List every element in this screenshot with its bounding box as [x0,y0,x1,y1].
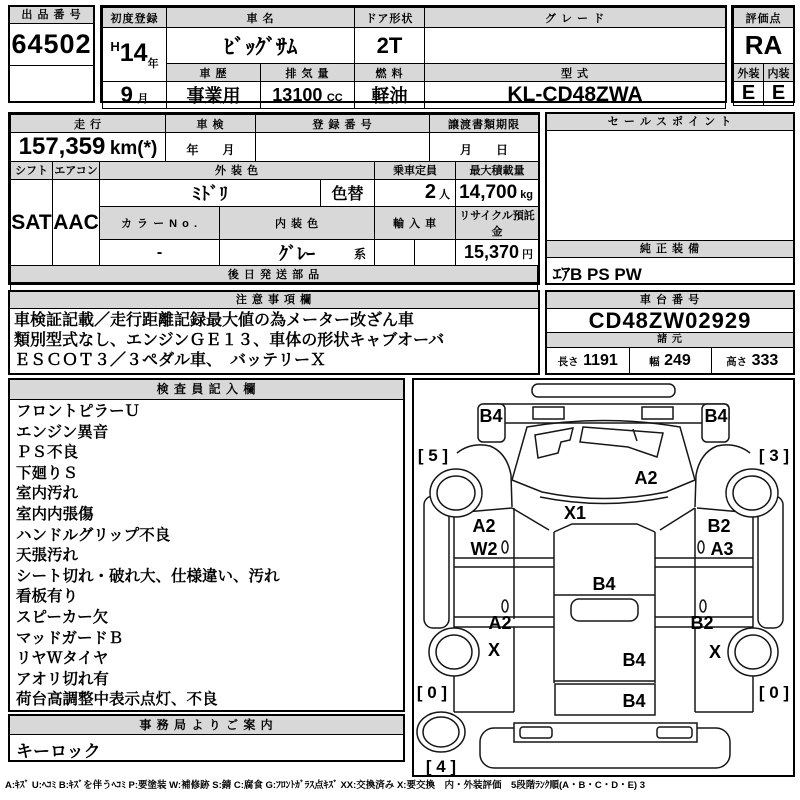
capacity-label: 乗車定員 [375,161,456,179]
windshield-pane-left [535,428,573,458]
truck-top-view-diagram [414,380,793,775]
recycle-deposit-label: リサイクル預託金 [456,206,539,239]
exterior-color-value: ﾐﾄﾞﾘ [100,179,321,206]
left-body-panel [454,508,554,712]
chassis-number-label: 車 台 番 号 [547,292,793,309]
fuel-label: 燃 料 [355,64,425,82]
exterior-color-label: 外 装 色 [100,161,375,179]
spare-wheel [417,712,465,752]
front-bumper [532,384,675,397]
month-unit: 月 [137,93,149,105]
length-label: 長さ [557,355,579,368]
inspection-label: 車 検 [166,115,256,133]
left-side-panel-strip [424,496,449,628]
chassis-number-value: CD48ZW02929 [547,309,793,333]
inspector-note-line: スピーカー欠 [16,608,109,626]
vehicle-diagram-box [412,378,795,777]
max-load-unit: kg [520,188,534,201]
displacement-cell [261,82,355,109]
vehicle-header-table [102,7,726,109]
history-value: 事業用 [167,82,261,109]
inspector-note-line: フロントピラーＵ [16,403,141,420]
car-name-value: ﾋﾞｯｸﾞｻﾑ [167,28,355,64]
registration-number-value [256,133,430,162]
registration-month: 9 [120,82,133,107]
damage-mark-cab-front: X1 [563,503,587,523]
bed-hatch [571,599,638,621]
office-notice-text: キーロック [16,742,101,761]
import-cell-right [415,239,456,266]
office-notice-label: 事 務 局 よ り ご 案 内 [10,716,403,735]
transfer-deadline-label: 譲渡書類期限 [430,115,539,133]
height-cell [711,348,793,373]
rear-bumper [514,723,697,742]
car-name-label: 車 名 [167,8,355,28]
factory-equipment-label: 純 正 装 備 [547,240,793,258]
exterior-grade-label: 外装 [734,64,764,82]
spec-table [10,161,539,267]
max-load-cell [456,179,539,206]
interior-color-cell [220,239,375,266]
damage-mark-left-front-2: W2 [470,539,498,559]
recycle-deposit-unit: 円 [522,249,534,261]
damage-mark-bed-center: B4 [622,650,646,670]
height-value: 333 [751,351,779,369]
auction-number-box [8,5,95,103]
damage-mark-right-rear: B2 [690,613,714,633]
transfer-deadline-value: 月 日 [430,133,539,162]
tire-depth-rear-right: [ 0 ] [758,683,790,702]
width-cell [629,348,711,373]
color-change-flag: 色替 [321,179,375,206]
grade-value [425,28,726,64]
office-notice-box [8,714,405,762]
capacity-cell [375,179,456,206]
import-label: 輸 入 車 [375,206,456,239]
tire-depth-rear-left: [ 0 ] [416,683,448,702]
model-code-value: KL-CD48ZWA [425,82,726,109]
exterior-grade-value: E [734,82,764,106]
caution-notes-body [10,309,538,373]
band-vent-right [642,407,673,419]
inspector-notes-body [10,400,403,713]
capacity-unit: 人 [439,189,451,201]
sales-point-text [547,131,793,240]
caution-note-line: ＥＳＣＯＴ３／３ペダル車、 バッテリーＸ [14,352,327,369]
length-value: 1191 [583,351,618,369]
band-vent-left [533,407,564,419]
left-door-handle [502,541,508,553]
damage-mark-right-front-1: B2 [707,516,731,536]
length-cell [547,348,629,373]
damage-mark-left-rear: A2 [488,613,512,633]
dimensions-table [547,348,793,373]
history-label: 車 歴 [167,64,261,82]
interior-grade-label: 内装 [764,64,794,82]
inspector-note-line: 天張汚れ [16,547,79,565]
caution-notes-box [8,290,540,375]
width-value: 249 [664,351,691,369]
interior-color-label: 内 装 色 [220,206,375,239]
inspector-note-line: 室内汚れ [16,485,79,503]
aircon-value: AAC [53,179,100,266]
damage-mark-x-left: X [487,640,501,660]
vehicle-header-box [100,5,727,107]
damage-code-legend: A:ｷｽﾞ U:ﾍｺﾐ B:ｷｽﾞを伴うﾍｺﾐ P:要塗装 W:補修跡 S:錆 C:腐食 G:ﾌﾛﾝﾄｶﾞﾗｽ点ｷｽﾞ XX:交換済み X:要交換 内・外装評価 5段階ﾗﾝｸ順(A・B・C・D・E) 3 [5,780,646,791]
shift-value: SAT [11,179,53,266]
fuel-value: 軽油 [355,82,425,109]
auction-number-empty-cell [10,66,93,101]
caution-note-line: 類別型式なし、エンジンＧＥ１３、車体の形状キャブオーバ [14,332,445,349]
interior-color-value: ｸﾞﾚｰ [279,243,316,264]
capacity-value: 2 [424,181,437,203]
later-parts-label: 後 日 発 送 部 品 [11,266,538,283]
door-shape-value: 2T [355,28,425,64]
damage-mark-mirror-right: B4 [704,406,728,426]
caution-notes-label: 注 意 事 項 欄 [10,292,538,309]
first-registration-label: 初度登録 [103,8,167,28]
damage-labels-group [417,406,789,775]
damage-mark-windshield: A2 [634,468,658,488]
displacement-label: 排 気 量 [261,64,355,82]
shift-label: シフト [11,161,53,179]
inspector-note-line: シート切れ・破れ大、仕様違い、汚れ [16,567,280,585]
first-registration-year-cell [103,28,167,82]
tire-depth-spare: [ 4 ] [425,757,457,775]
chassis-number-box [545,290,795,375]
interior-grade-value: E [764,82,794,106]
sales-point-label: セ ー ル ス ポ イ ン ト [547,114,793,131]
inspector-note-line: 看板有り [16,588,79,606]
dimensions-label: 諸 元 [547,333,793,348]
left-rear-handle [502,600,508,612]
damage-mark-bed-front: B4 [592,574,616,594]
registration-number-label: 登 録 番 号 [256,115,430,133]
recycle-deposit-cell [456,239,539,266]
score-box [731,5,795,103]
inspector-note-line: 荷台高調整中表示点灯、不良 [16,691,218,709]
aircon-label: エアコン [53,161,100,179]
score-table [733,7,794,106]
inspector-note-line: アオリ切れ有 [16,670,109,688]
right-door-handle [698,541,704,553]
sales-point-box [545,112,795,285]
year-unit: 年 [147,57,159,70]
inspector-note-line: ハンドルグリップ不良 [16,526,171,544]
damage-mark-right-front-2: A3 [710,539,734,559]
interior-color-suffix: 系 [354,246,367,261]
damage-mark-mirror-left: B4 [479,406,503,426]
cab-lower [512,508,695,532]
factory-equipment-value: ｴｱB PS PW [553,265,642,284]
tire-depth-front-right: [ 3 ] [758,446,790,465]
right-rear-handle [700,600,706,612]
displacement-unit: CC [326,91,343,104]
windshield-outline [512,421,695,499]
inspector-note-line: リヤＷタイヤ [16,650,109,668]
inspector-note-line: マッドガードＢ [16,629,124,647]
model-code-label: 型 式 [425,64,726,82]
width-label: 幅 [649,355,660,368]
grade-label: グ レ ー ド [425,8,726,28]
mileage-label: 走 行 [11,115,166,133]
right-body-panel [655,508,753,712]
mileage-table [10,114,539,162]
import-cell-left [375,239,415,266]
auction-number-value: 64502 [10,24,93,66]
tire-depth-front-left: [ 5 ] [417,446,449,465]
inspector-notes-label: 検 査 員 記 入 欄 [10,380,403,400]
displacement-value: 13100 [272,84,323,105]
caution-note-line: 車検証記載／走行距離記録最大値の為メーター改ざん車 [14,312,415,329]
era-letter: H [110,38,120,54]
inspector-note-line: 室内内張傷 [16,505,94,523]
color-no-label: カ ラ ー N o . [100,206,220,239]
score-value: RA [734,28,794,64]
inspector-note-line: エンジン異音 [16,423,109,441]
registration-year: 14 [119,38,148,67]
mileage-unit: km(*) [109,138,158,159]
height-label: 高さ [726,355,748,368]
auction-number-label: 出 品 番 号 [10,7,93,24]
inspector-notes-box [8,378,405,712]
max-load-label: 最大積載量 [456,161,539,179]
inspector-note-line: ＰＳ不良 [16,444,79,462]
door-shape-label: ドア形状 [355,8,425,28]
score-label: 評価点 [734,8,794,28]
damage-mark-left-front-1: A2 [472,516,496,536]
mileage-value: 157,359 [18,133,106,160]
inspection-value: 年 月 [166,133,256,162]
color-no-value: - [100,239,220,266]
registration-spec-box [8,112,540,285]
first-registration-month-cell [103,82,167,109]
damage-mark-bed-rear: B4 [622,691,646,711]
max-load-value: 14,700 [459,181,518,203]
damage-mark-x-right: X [708,642,722,662]
windshield-pane-right [580,427,663,457]
mileage-cell [11,133,166,162]
recycle-deposit-value: 15,370 [463,242,520,262]
inspector-note-line: 下廻りＳ [16,464,79,482]
